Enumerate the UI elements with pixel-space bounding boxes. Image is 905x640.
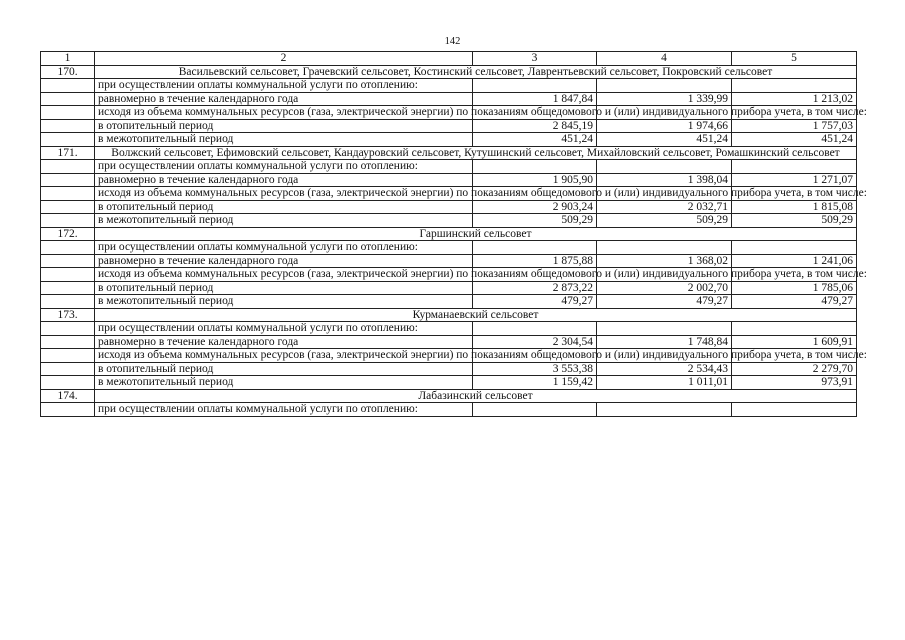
column-header-row <box>41 52 857 66</box>
value-cell: 1 974,66 <box>597 119 732 133</box>
region-name: Васильевский сельсовет, Грачевский сельсовет, Костинский сельсовет, Лаврентьевский сельсовет, Покровский сельсовет <box>95 65 857 79</box>
value-cell: 2 279,70 <box>732 362 857 376</box>
value-cell: 1 609,91 <box>732 335 857 349</box>
value-cell: 1 368,02 <box>597 254 732 268</box>
heating-label: при осуществлении оплаты коммунальной услуги по отоплению: <box>95 403 473 417</box>
heating-period-label: в отопительный период <box>95 362 473 376</box>
value-cell: 479,27 <box>597 295 732 309</box>
section-header-row <box>41 389 857 403</box>
heating-period-label: в отопительный период <box>95 119 473 133</box>
table-row <box>41 403 857 417</box>
section-header-row <box>41 146 857 160</box>
table-row <box>41 254 857 268</box>
value-cell: 1 815,08 <box>732 200 857 214</box>
value-cell: 1 757,03 <box>732 119 857 133</box>
table-row <box>41 376 857 390</box>
value-cell: 2 903,24 <box>473 200 597 214</box>
table-row <box>41 106 857 120</box>
heating-label: при осуществлении оплаты коммунальной услуги по отоплению: <box>95 160 473 174</box>
value-cell: 2 534,43 <box>597 362 732 376</box>
region-name: Курманаевский сельсовет <box>95 308 857 322</box>
region-name: Лабазинский сельсовет <box>95 389 857 403</box>
uniform-label: равномерно в течение календарного года <box>95 92 473 106</box>
value-cell: 2 873,22 <box>473 281 597 295</box>
value-cell: 973,91 <box>732 376 857 390</box>
table-row <box>41 268 857 282</box>
value-cell: 1 241,06 <box>732 254 857 268</box>
resources-label: исходя из объема коммунальных ресурсов (газа, электрической энергии) по показаниям общедомового и (или) индивидуального прибора учета, в том числе: <box>95 187 473 201</box>
table-row <box>41 92 857 106</box>
value-cell: 1 785,06 <box>732 281 857 295</box>
value-cell: 479,27 <box>473 295 597 309</box>
value-cell: 1 847,84 <box>473 92 597 106</box>
resources-label: исходя из объема коммунальных ресурсов (газа, электрической энергии) по показаниям общедомового и (или) индивидуального прибора учета, в том числе: <box>95 349 473 363</box>
heating-label: при осуществлении оплаты коммунальной услуги по отоплению: <box>95 241 473 255</box>
row-index: 172. <box>41 227 95 241</box>
value-cell: 2 002,70 <box>597 281 732 295</box>
region-name: Гаршинский сельсовет <box>95 227 857 241</box>
table-row <box>41 214 857 228</box>
column-header: 4 <box>597 52 732 66</box>
value-cell: 509,29 <box>732 214 857 228</box>
tariff-table <box>40 51 867 417</box>
value-cell: 2 304,54 <box>473 335 597 349</box>
uniform-label: равномерно в течение календарного года <box>95 173 473 187</box>
column-header: 2 <box>95 52 473 66</box>
page-number: 142 <box>444 36 461 47</box>
table-row <box>41 79 857 93</box>
resources-label: исходя из объема коммунальных ресурсов (газа, электрической энергии) по показаниям общедомового и (или) индивидуального прибора учета, в том числе: <box>95 268 473 282</box>
value-cell: 1 339,99 <box>597 92 732 106</box>
table-row <box>41 200 857 214</box>
table-row <box>41 362 857 376</box>
table-row <box>41 187 857 201</box>
value-cell: 1 213,02 <box>732 92 857 106</box>
table-row <box>41 133 857 147</box>
section-header-row <box>41 308 857 322</box>
off-period-label: в межотопительный период <box>95 214 473 228</box>
value-cell: 509,29 <box>473 214 597 228</box>
heating-label: при осуществлении оплаты коммунальной услуги по отоплению: <box>95 322 473 336</box>
value-cell: 451,24 <box>732 133 857 147</box>
row-index: 171. <box>41 146 95 160</box>
table-row <box>41 349 857 363</box>
value-cell: 1 748,84 <box>597 335 732 349</box>
value-cell: 1 398,04 <box>597 173 732 187</box>
value-cell: 3 553,38 <box>473 362 597 376</box>
value-cell: 2 845,19 <box>473 119 597 133</box>
value-cell: 1 011,01 <box>597 376 732 390</box>
resources-label: исходя из объема коммунальных ресурсов (газа, электрической энергии) по показаниям общедомового и (или) индивидуального прибора учета, в том числе: <box>95 106 473 120</box>
value-cell: 1 271,07 <box>732 173 857 187</box>
value-cell: 451,24 <box>473 133 597 147</box>
value-cell: 1 875,88 <box>473 254 597 268</box>
table-row <box>41 335 857 349</box>
value-cell: 1 159,42 <box>473 376 597 390</box>
value-cell: 479,27 <box>732 295 857 309</box>
row-index: 173. <box>41 308 95 322</box>
column-header: 5 <box>732 52 857 66</box>
table-row <box>41 119 857 133</box>
uniform-label: равномерно в течение календарного года <box>95 335 473 349</box>
table-row <box>41 322 857 336</box>
heating-label: при осуществлении оплаты коммунальной услуги по отоплению: <box>95 79 473 93</box>
table-row <box>41 281 857 295</box>
column-header: 3 <box>473 52 597 66</box>
row-index: 170. <box>41 65 95 79</box>
off-period-label: в межотопительный период <box>95 133 473 147</box>
heating-period-label: в отопительный период <box>95 281 473 295</box>
off-period-label: в межотопительный период <box>95 295 473 309</box>
table-row <box>41 241 857 255</box>
value-cell: 509,29 <box>597 214 732 228</box>
value-cell: 451,24 <box>597 133 732 147</box>
region-name: Волжский сельсовет, Ефимовский сельсовет, Кандауровский сельсовет, Кутушинский сельсовет, Михайловский сельсовет, Ромашкинский сельсовет <box>95 146 857 160</box>
off-period-label: в межотопительный период <box>95 376 473 390</box>
value-cell: 2 032,71 <box>597 200 732 214</box>
section-header-row <box>41 65 857 79</box>
uniform-label: равномерно в течение календарного года <box>95 254 473 268</box>
heating-period-label: в отопительный период <box>95 200 473 214</box>
table-row <box>41 160 857 174</box>
table-row <box>41 295 857 309</box>
table-row <box>41 173 857 187</box>
column-header: 1 <box>41 52 95 66</box>
row-index: 174. <box>41 389 95 403</box>
value-cell: 1 905,90 <box>473 173 597 187</box>
section-header-row <box>41 227 857 241</box>
